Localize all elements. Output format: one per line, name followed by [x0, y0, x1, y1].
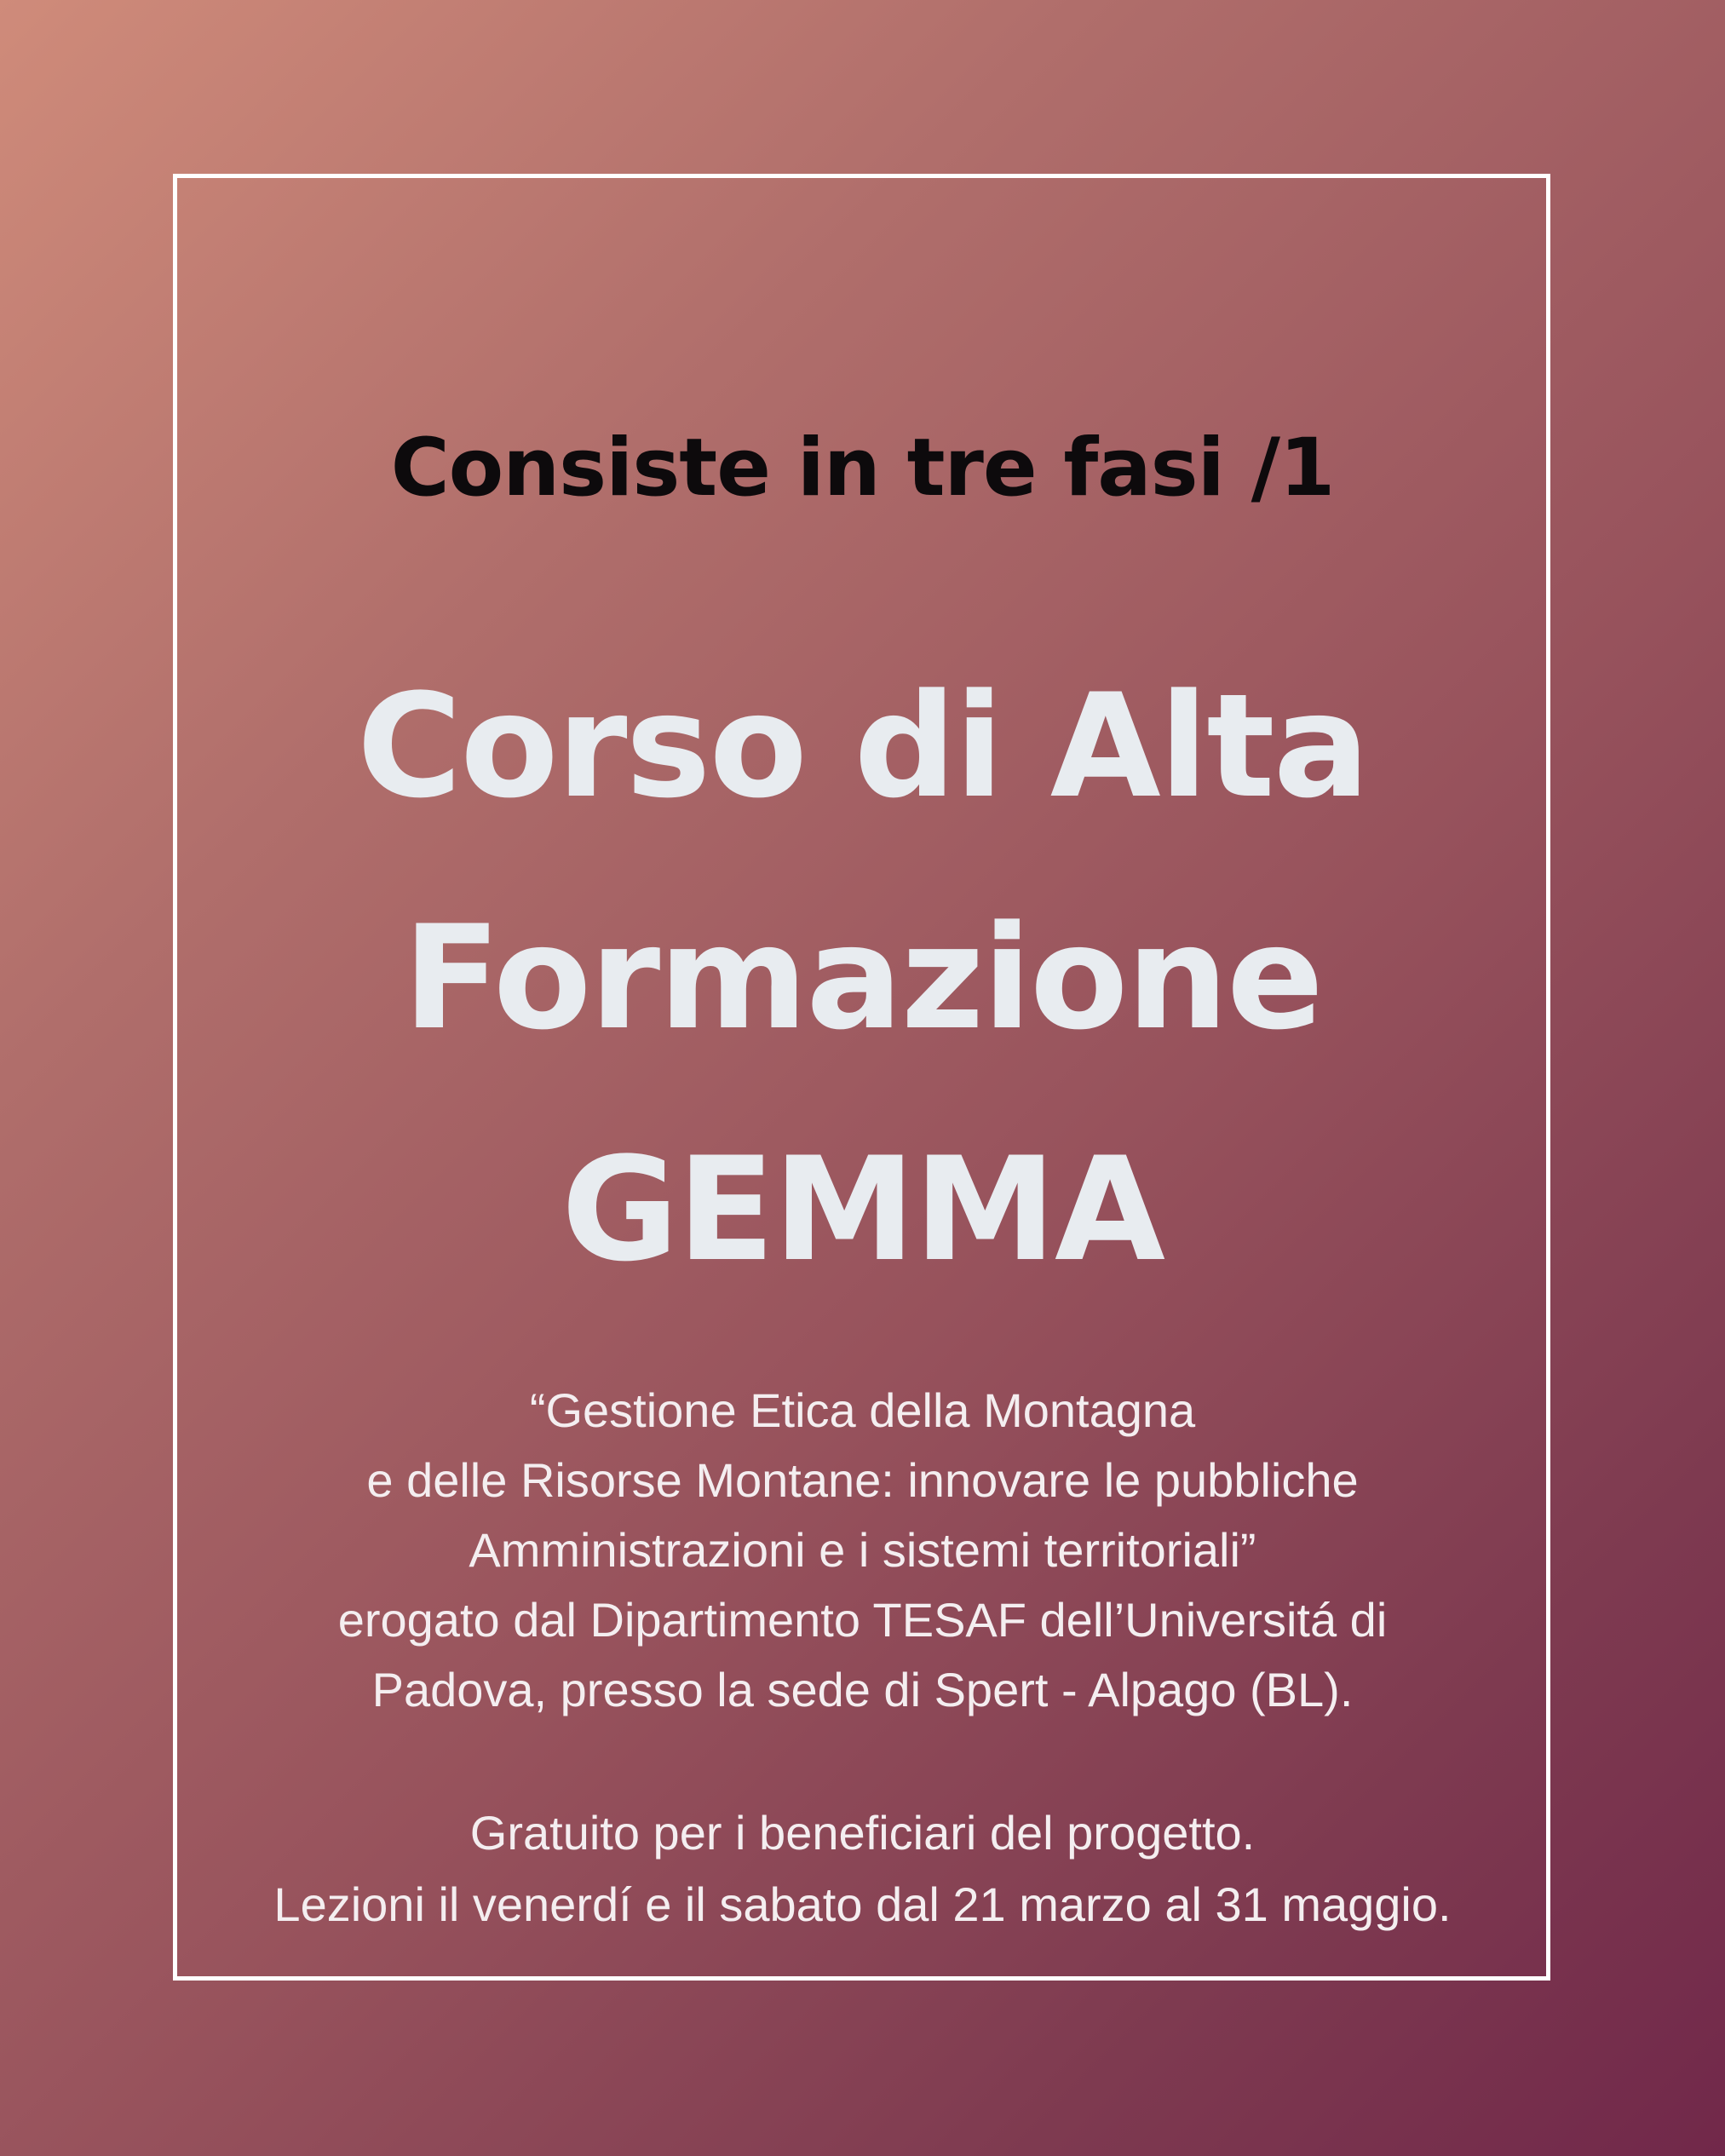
notes-line-1: Gratuito per i beneficiari del progetto. — [469, 1806, 1256, 1860]
course-description — [0, 1376, 1725, 1725]
subtitle: Consiste in tre fasi /1 — [390, 422, 1335, 515]
course-title — [0, 630, 1725, 1325]
course-notes — [0, 1797, 1725, 1940]
description-line-3: Amministrazioni e i sistemi territoriali” — [469, 1523, 1256, 1577]
title-line-3: GEMMA — [561, 1126, 1164, 1293]
description-line-5: Padova, presso la sede di Spert - Alpago (BL). — [371, 1663, 1354, 1716]
title-line-1: Corso di Alta — [356, 663, 1369, 830]
description-line-4: erogato dal Dipartimento TESAF dell’Universitá di — [337, 1593, 1388, 1647]
description-line-2: e delle Risorse Montane: innovare le pubbliche — [366, 1453, 1359, 1507]
notes-line-2: Lezioni il venerdí e il sabato dal 21 marzo al 31 maggio. — [273, 1877, 1452, 1931]
description-line-1: “Gestione Etica della Montagna — [529, 1383, 1196, 1437]
title-line-2: Formazione — [403, 894, 1322, 1061]
